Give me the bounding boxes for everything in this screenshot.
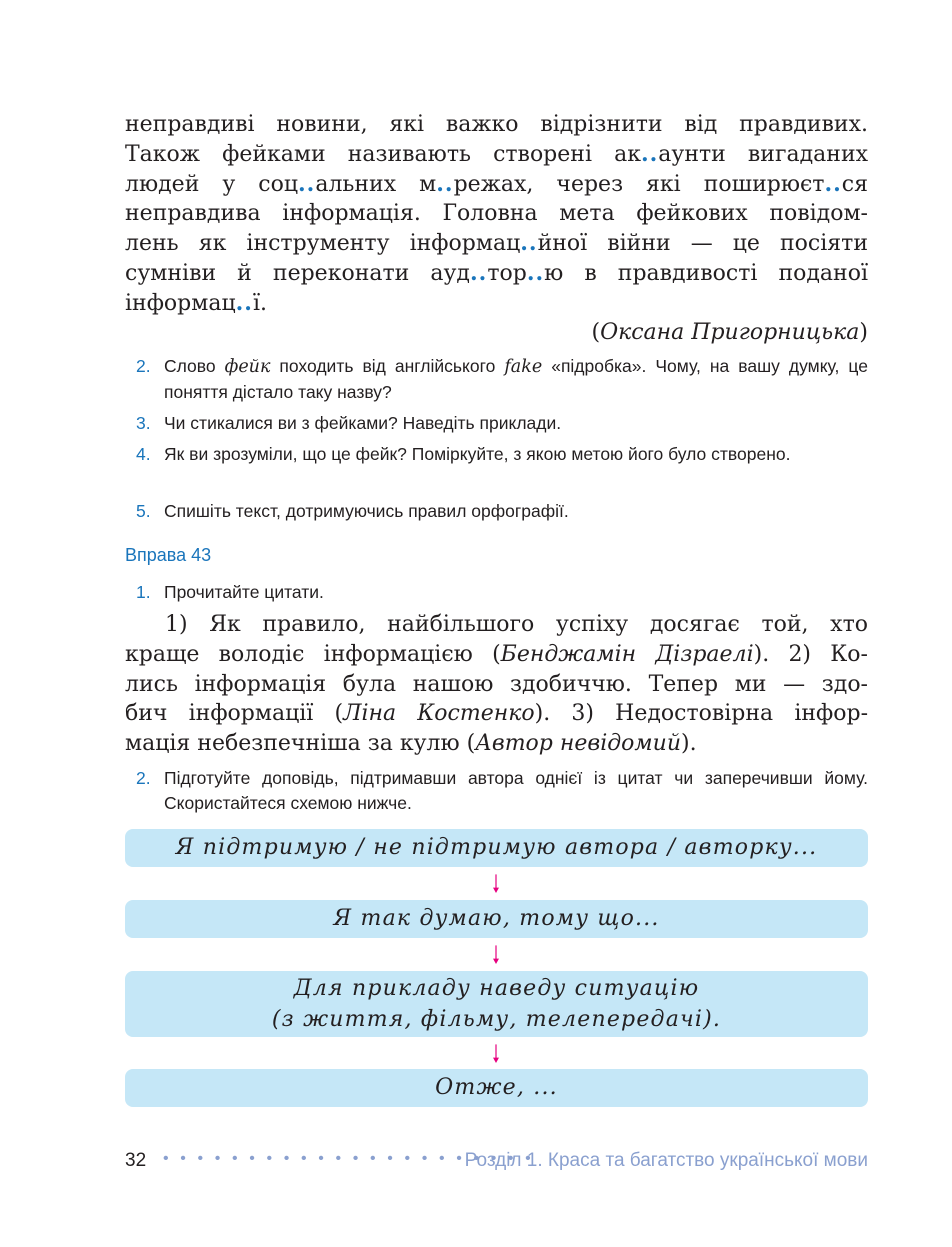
scheme-box-text: Я так думаю, тому що... xyxy=(333,906,660,931)
scheme-box-1 xyxy=(125,829,868,867)
task-5 xyxy=(136,499,868,524)
missing-letter-dots: .. xyxy=(526,259,545,286)
task-number: 3. xyxy=(136,413,151,433)
task-b2 xyxy=(136,766,868,816)
arrow-down-icon xyxy=(493,868,499,900)
dot-leader: • • • • • • • • • • • • • • • • • • • • • • xyxy=(163,1150,535,1167)
quote-author: Бенджамін Дізраелі xyxy=(500,641,754,667)
task-text: Прочитайте цитати. xyxy=(164,582,324,602)
chapter-title: Розділ 1. Краса та багатство української мови xyxy=(464,1150,868,1171)
scheme-box-text: Отже, ... xyxy=(435,1075,558,1100)
text-author: (Оксана Пригорницька) xyxy=(591,320,868,345)
scheme-box-text: Для прикладу наведу ситуацію xyxy=(293,976,700,1001)
task-number: 1. xyxy=(136,582,151,602)
task-b1 xyxy=(136,580,868,605)
text-line: людей у соц..альних м..режах, через які поширюєт..ся xyxy=(125,170,868,197)
exercise-title: Вправа 43 xyxy=(125,545,212,565)
quotes-passage xyxy=(125,610,868,759)
task-text: Слово фейк походить від англійського fake «підробка». Чому, на вашу думку, це поняття дістало таку назву? xyxy=(164,356,868,402)
missing-letter-dots: .. xyxy=(235,289,253,316)
missing-letter-dots: .. xyxy=(640,140,659,167)
quote-author: Автор невідомий xyxy=(475,731,682,757)
text-line: Також фейками називають створені ак..аунти вигаданих xyxy=(125,140,869,167)
task-text: Підготуйте доповідь, підтримавши автора однієї із цитат чи заперечивши йому. Скористайтеся схемою нижче. xyxy=(164,768,868,813)
task-4 xyxy=(136,442,868,467)
text-line: інформац..ї. xyxy=(125,289,267,316)
missing-letter-dots: .. xyxy=(436,170,454,197)
scheme-box-3 xyxy=(125,971,868,1037)
page-number: 32 xyxy=(125,1150,147,1171)
text-line: сумніви й переконати ауд..тор..ю в правдивості поданої xyxy=(125,259,868,286)
task-text: Як ви зрозуміли, що це фейк? Поміркуйте, з якою метою його було створено. xyxy=(164,444,791,464)
text-passage xyxy=(125,110,868,319)
quote-line: 1) Як правило, найбільшого успіху досягає той, хто xyxy=(165,612,868,637)
task-text: Спишіть текст, дотримуючись правил орфографії. xyxy=(164,501,569,521)
scheme-box-text: (з життя, фільму, телепередачі). xyxy=(271,1007,722,1032)
quote-line: лись інформація була нашою здобиччю. Тепер ми — здо- xyxy=(125,671,868,697)
missing-letter-dots: .. xyxy=(298,170,316,197)
missing-letter-dots: .. xyxy=(469,259,488,286)
task-number: 5. xyxy=(136,501,151,521)
scheme-box-2 xyxy=(125,900,868,938)
quote-line: мація небезпечніша за кулю (Автор невідомий). xyxy=(125,731,697,757)
arrow-down-icon xyxy=(493,939,499,971)
task-number: 2. xyxy=(136,356,151,376)
missing-letter-dots: .. xyxy=(520,230,538,257)
quote-author: Ліна Костенко xyxy=(343,701,535,727)
quote-line: краще володіє інформацією (Бенджамін Дізраелі). 2) Ко- xyxy=(125,641,868,667)
page-footer xyxy=(125,1150,868,1176)
task-number: 2. xyxy=(136,768,151,788)
text-line: лень як інструменту інформац..йної війни — це посіяти xyxy=(125,230,869,257)
task-text: Чи стикалися ви з фейками? Наведіть приклади. xyxy=(164,413,562,433)
quote-line: бич інформації (Ліна Костенко). 3) Недостовірна інфор- xyxy=(125,701,869,727)
scheme-box-4 xyxy=(125,1069,868,1107)
task-number: 4. xyxy=(136,444,151,464)
missing-letter-dots: .. xyxy=(824,170,842,197)
task-3 xyxy=(136,411,868,436)
text-line: неправдива інформація. Головна мета фейкових повідом- xyxy=(125,201,868,227)
task-2 xyxy=(136,354,868,405)
arrow-down-icon xyxy=(493,1038,499,1070)
text-line: неправдиві новини, які важко відрізнити від правдивих. xyxy=(125,112,868,137)
scheme-box-text: Я підтримую / не підтримую автора / авторку... xyxy=(175,835,818,860)
